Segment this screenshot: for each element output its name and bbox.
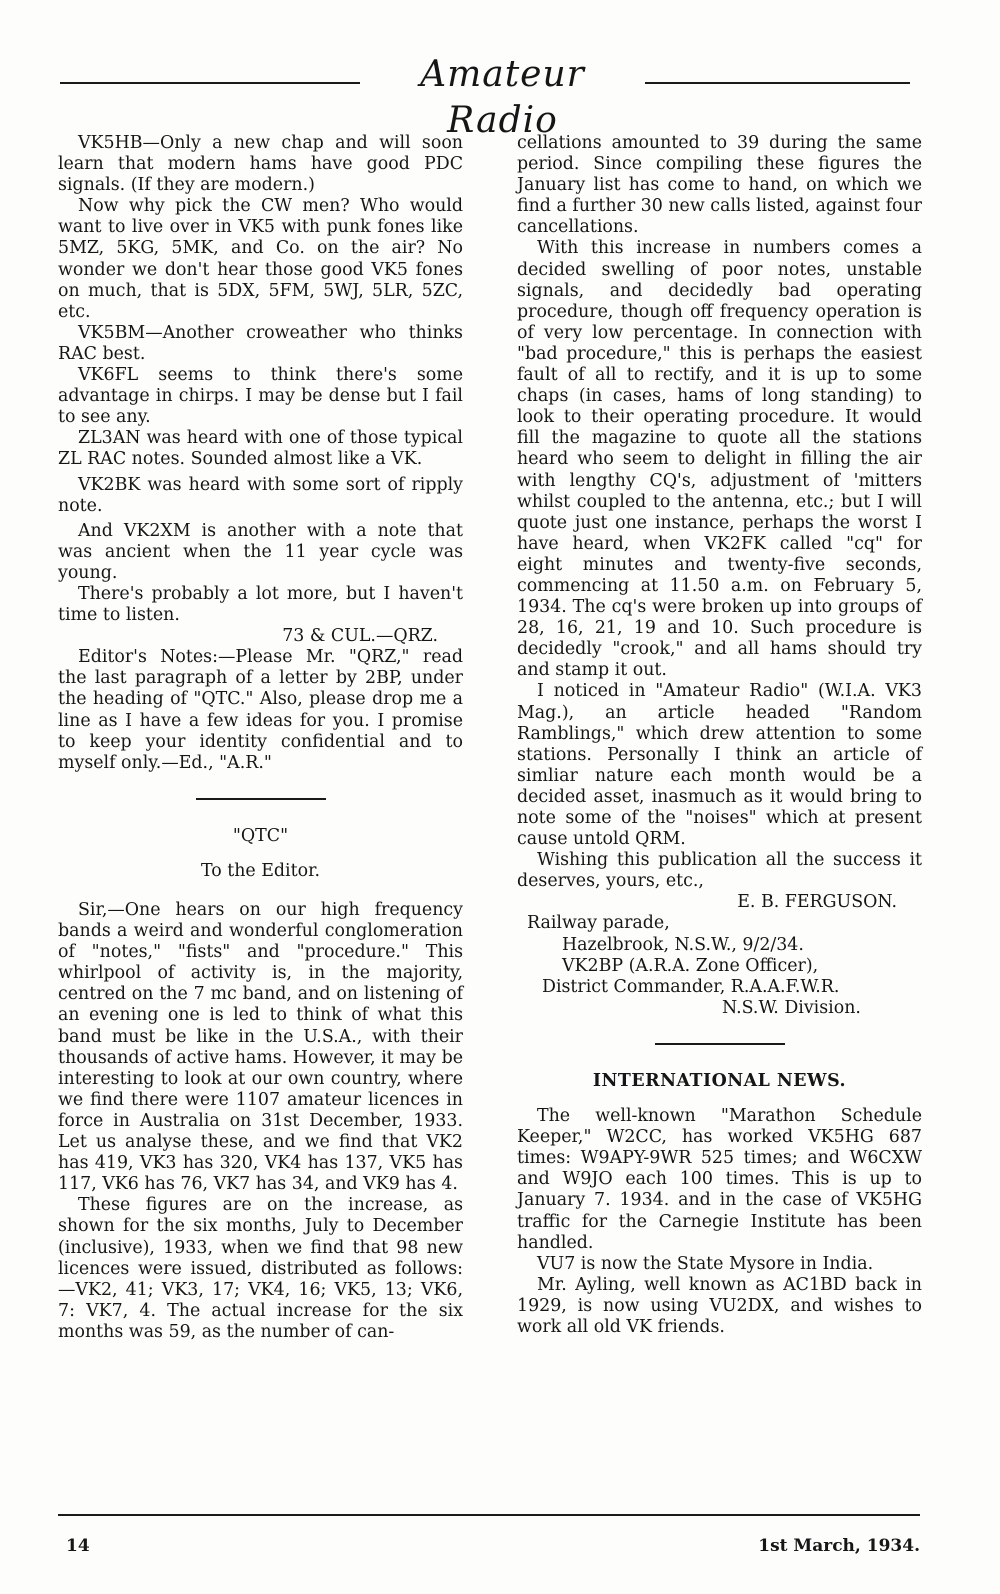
paragraph: VK5HB—Only a new chap and will soon learn that modern hams have good PDC signals. (If they are modern.) xyxy=(58,133,463,196)
address-line: District Commander, R.A.A.F.W.R. xyxy=(542,976,840,997)
international-news-heading: INTERNATIONAL NEWS. xyxy=(592,1070,847,1091)
letter-paragraph: Sir,—One hears on our high frequency bands a weird and wonderful conglomeration of "notes," "fists" and "procedure." This whirlpool of activity is, in the majority, centred on the 7 mc band, and on listening of an evening one is led to think of what this band must be like in the U.S.A., with their thousands of active hams. However, it may be interesting to look at our own country, where we find there were 1107 amateur licences in force in Australia on 31st December, 1933. Let us analyse these, and we find that VK2 has 419, VK3 has 320, VK4 has 137, VK5 has 117, VK6 has 76, VK7 has 34, and VK9 has 4. xyxy=(58,900,463,1195)
paragraph: VK6FL seems to think there's some advantage in chirps. I may be dense but I fail to see any. xyxy=(58,365,463,428)
letter-paragraph: With this increase in numbers comes a decided swelling of poor notes, unstable signals, and decidedly bad operating procedure, though off frequency operation is of very low percentage. In connection with "bad procedure," this is perhaps the easiest fault of all to rectify, and it is up to some chaps (in cases, hams of long standing) to look to their operating procedure. It would fill the magazine to quote all the stations heard who seem to delight in filling the air with lengthy CQ's, adjustment of 'mitters whilst coupled to the antenna, etc.; but I will quote just one instance, perhaps the worst I have heard, when VK2FK called "cq" for eight minutes and twenty-five seconds, commencing at 11.50 a.m. on February 5, 1934. The cq's were broken up into groups of 28, 16, 21, 19 and 10. Such procedure is decidedly "crook," and all hams should try and stamp it out. xyxy=(517,238,922,681)
masthead-header xyxy=(60,52,910,141)
address-line: VK2BP (A.R.A. Zone Officer), xyxy=(562,955,819,976)
letter-paragraph: Wishing this publication all the success it deserves, yours, etc., xyxy=(517,850,922,892)
news-paragraph: The well-known "Marathon Schedule Keeper," W2CC, has worked VK5HG 687 times: W9APY-9WR 525 times; and W6CXW and W9JO each 100 times. This is up to January 7. 1934. and in the case of VK5HG traffic for the Carnegie Institute has been handled. xyxy=(517,1106,922,1253)
paragraph: ZL3AN was heard with one of those typical ZL RAC notes. Sounded almost like a VK. xyxy=(58,428,463,470)
paragraph: VK5BM—Another croweather who thinks RAC best. xyxy=(58,322,463,364)
page-number: 14 xyxy=(66,1536,90,1556)
masthead-title: Amateur Radio xyxy=(420,54,585,141)
right-column xyxy=(517,133,922,1338)
address-line: Railway parade, xyxy=(527,913,670,934)
letter-signature: E. B. FERGUSON. xyxy=(737,892,897,913)
news-paragraph: Mr. Ayling, well known as AC1BD back in 1929, is now using VU2DX, and wishes to work all old VK friends. xyxy=(517,1274,922,1337)
footer-rule xyxy=(58,1514,920,1516)
signoff: 73 & CUL.—QRZ. xyxy=(282,626,438,647)
news-paragraph: VU7 is now the State Mysore in India. xyxy=(537,1253,874,1274)
section-divider xyxy=(655,1043,785,1045)
header-rule-right xyxy=(645,82,910,84)
letter-paragraph: These figures are on the increase, as shown for the six months, July to December (inclusive), 1933, when we find that 98 new licences were issued, distributed as follows:—VK2, 41; VK3, 17; VK4, 16; VK5, 13; VK6, 7: VK7, 4. The actual increase for the six months was 59, as the number of can- xyxy=(58,1195,463,1342)
paragraph: And VK2XM is another with a note that was ancient when the 11 year cycle was young. xyxy=(58,520,463,583)
page-footer xyxy=(58,1514,920,1564)
address-line: N.S.W. Division. xyxy=(722,997,861,1018)
qtc-heading: "QTC" xyxy=(232,825,289,846)
letter-paragraph: cellations amounted to 39 during the same period. Since compiling these figures the January list has come to hand, on which we find a further 30 new calls listed, against four cancellations. xyxy=(517,133,922,238)
address-line: Hazelbrook, N.S.W., 9/2/34. xyxy=(562,934,804,955)
qtc-subheading: To the Editor. xyxy=(200,860,321,881)
issue-date: 1st March, 1934. xyxy=(758,1536,920,1556)
letter-paragraph: I noticed in "Amateur Radio" (W.I.A. VK3 Mag.), an article headed "Random Ramblings," which drew attention to some stations. Personally I think an article of simliar nature each month would be a decided asset, inasmuch as it would bring to note some of the "noises" which at present cause untold QRM. xyxy=(517,681,922,850)
paragraph: There's probably a lot more, but I haven't time to listen. xyxy=(58,583,463,626)
header-rule-left xyxy=(60,82,360,84)
section-divider xyxy=(196,798,326,800)
left-column xyxy=(58,133,463,1343)
paragraph: Now why pick the CW men? Who would want to live over in VK5 with punk fones like 5MZ, 5KG, 5MK, and Co. on the air? No wonder we don't hear those good VK5 fones on much, that is 5DX, 5FM, 5WJ, 5LR, 5ZC, etc. xyxy=(58,196,463,322)
editor-note: Editor's Notes:—Please Mr. "QRZ," read the last paragraph of a letter by 2BP, under the heading of "QTC." Also, please drop me a line as I have a few ideas for you. I promise to keep your identity confidential and to myself only.—Ed., "A.R." xyxy=(58,647,463,773)
paragraph: VK2BK was heard with some sort of ripply note. xyxy=(58,474,463,516)
